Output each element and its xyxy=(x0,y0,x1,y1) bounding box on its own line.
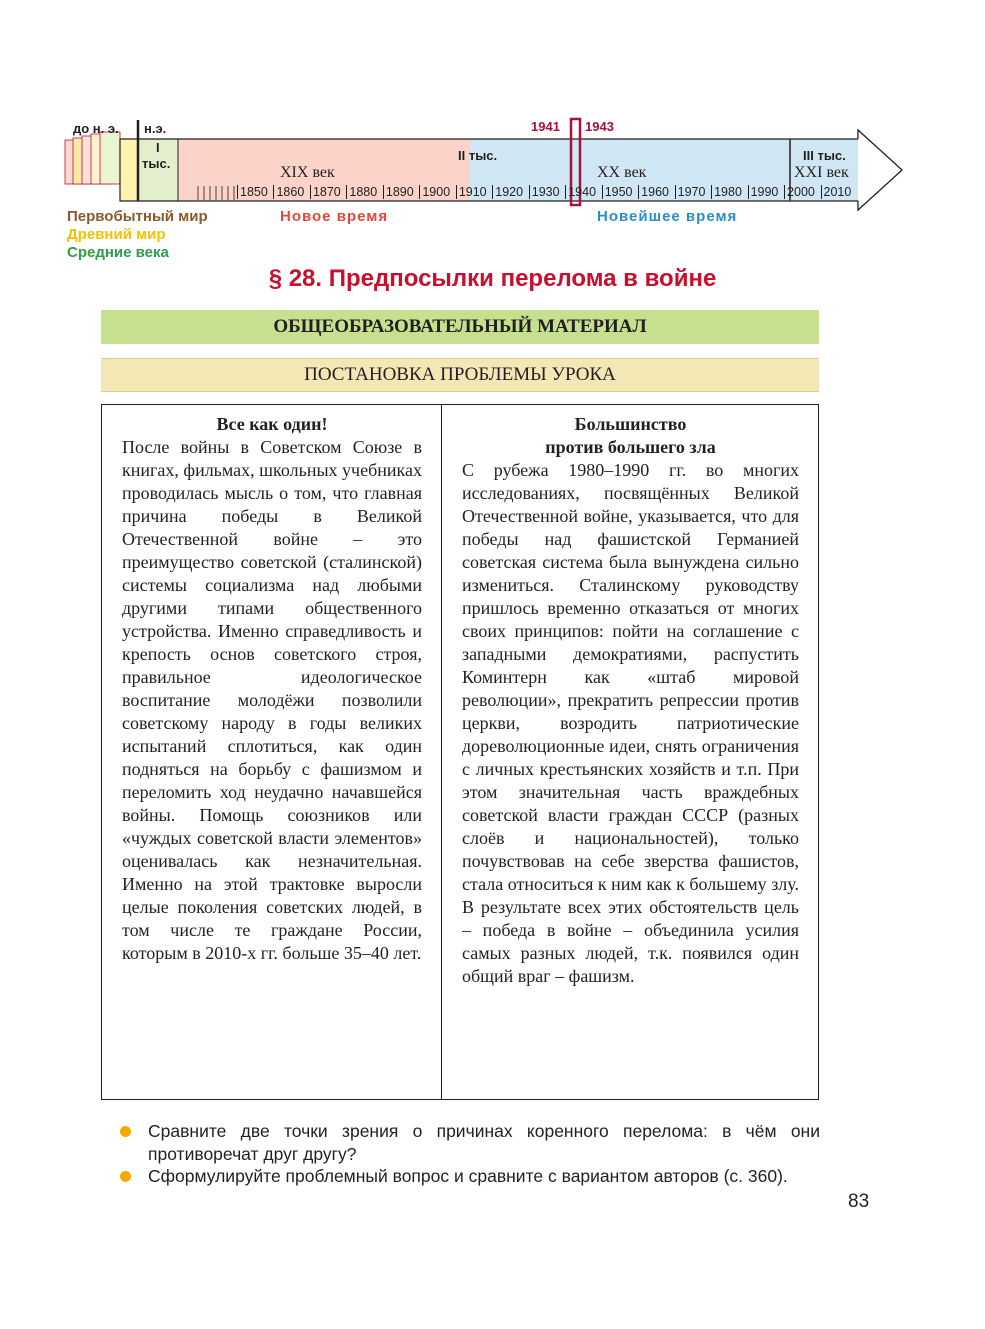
era-contemporary: Новейшее время xyxy=(597,208,738,225)
decade-label: 1900 xyxy=(419,185,450,199)
question-item xyxy=(120,1165,820,1188)
decade-label: 1960 xyxy=(638,185,669,199)
ad-label: н.э. xyxy=(144,121,167,136)
bullet-icon xyxy=(120,1126,131,1137)
right-column-heading-line1: Большинство xyxy=(574,414,687,434)
question-text: Сформулируйте проблемный вопрос и сравните с вариантом авторов (с. 360). xyxy=(148,1166,788,1186)
question-text: Сравните две точки зрения о причинах коренного перелома: в чём они противоречат друг другу? xyxy=(148,1121,820,1164)
timeline-arrow-head xyxy=(858,130,902,210)
bullet-icon xyxy=(120,1171,131,1182)
question-item xyxy=(120,1120,820,1166)
decade-label: 1910 xyxy=(456,185,487,199)
year-1941: 1941 xyxy=(531,119,560,134)
decade-label: 2000 xyxy=(784,185,815,199)
century-21-label: XXI век xyxy=(794,164,849,181)
page-title: § 28. Предпосылки перелома в войне xyxy=(268,265,717,292)
decade-label: 1950 xyxy=(602,185,633,199)
page-number: 83 xyxy=(848,1191,870,1212)
decade-label: 1890 xyxy=(383,185,414,199)
decade-label: 1990 xyxy=(748,185,779,199)
year-1943: 1943 xyxy=(585,119,614,134)
left-column-text: После войны в Советском Союзе в книгах, фильмах, школьных учебниках проводилась мысль о том, что главная причина победы в Великой Отечественной войне – это преимущество советской (сталинской) системы социализма над любыми другими типами общественного устройства. Именно справедливость и крепость основ советского строя, правильное идеологическое воспитание молодёжи позволили советскому народу в годы великих испытаний сплотиться, как один подняться на борьбу с фашизмом и переломить ход неудачно начавшейся войны. Помощь союзников или «чуждых советской власти элементов» оценивалась как незначительная. Именно на этой трактовке выросли целые поколения советских людей, в том числе те граждане России, которым в 2010-х гг. больше 35–40 лет. xyxy=(122,437,422,963)
era-tab-middle xyxy=(100,132,120,184)
third-millennium: III тыс. xyxy=(803,148,846,163)
timeline xyxy=(60,112,920,212)
second-millennium: II тыс. xyxy=(458,148,498,163)
right-column xyxy=(462,413,799,988)
era-modern: Новое время xyxy=(280,208,389,225)
decade-label: 1850 xyxy=(237,185,268,199)
century-19-label: XIX век xyxy=(280,164,335,181)
era-primitive: Первобытный мир xyxy=(67,208,208,225)
decade-label: 1880 xyxy=(346,185,377,199)
decade-label: 1870 xyxy=(310,185,341,199)
viewpoints-table xyxy=(101,404,819,1100)
era-ancient: Древний мир xyxy=(67,226,166,243)
century-20-label: XX век xyxy=(597,164,647,181)
left-column-heading: Все как один! xyxy=(216,414,328,434)
decade-scale xyxy=(237,185,857,201)
decade-label: 1930 xyxy=(529,185,560,199)
first-millennium-number: I xyxy=(156,140,160,155)
decade-label: 1980 xyxy=(711,185,742,199)
column-divider xyxy=(441,405,442,1099)
decade-label: 1940 xyxy=(565,185,596,199)
right-column-heading-line2: против большего зла xyxy=(545,437,716,457)
decade-label: 1920 xyxy=(492,185,523,199)
section-band-problem: ПОСТАНОВКА ПРОБЛЕМЫ УРОКА xyxy=(101,358,819,392)
left-column xyxy=(122,413,422,965)
decade-label: 1860 xyxy=(273,185,304,199)
decade-label: 1970 xyxy=(675,185,706,199)
decade-label: 2010 xyxy=(821,185,852,199)
first-millennium-unit: тыс. xyxy=(142,156,171,171)
bc-label: до н. э. xyxy=(73,121,119,136)
era-middle-ages: Средние века xyxy=(67,244,169,261)
section-band-general: ОБЩЕОБРАЗОВАТЕЛЬНЫЙ МАТЕРИАЛ xyxy=(101,310,819,344)
right-column-text: С рубежа 1980–1990 гг. во многих исследованиях, посвящённых Великой Отечественной войне, указывается, что для победы над фашистской Германией советская система была вынуждена сильно измениться. Сталинскому руководству пришлось временно отказаться от многих своих принципов: пойти на соглашение с западными демократиями, распустить Коминтерн как «штаб мировой революции», прекратить репрессии против церкви, возродить патриотические дореволюционные идеи, снять ограничения с личных крестьянских хозяйств и т.п. При этом значительная часть враждебных советской власти граждан СССР (разных слоёв и национальностей), только почувствовав на себе зверства фашистов, стала относиться к ним как к большему злу. В результате всех этих обстоятельств цель – победа в войне – объединила усилия самых разных людей, т.к. появился один общий враг – фашизм. xyxy=(462,460,799,986)
